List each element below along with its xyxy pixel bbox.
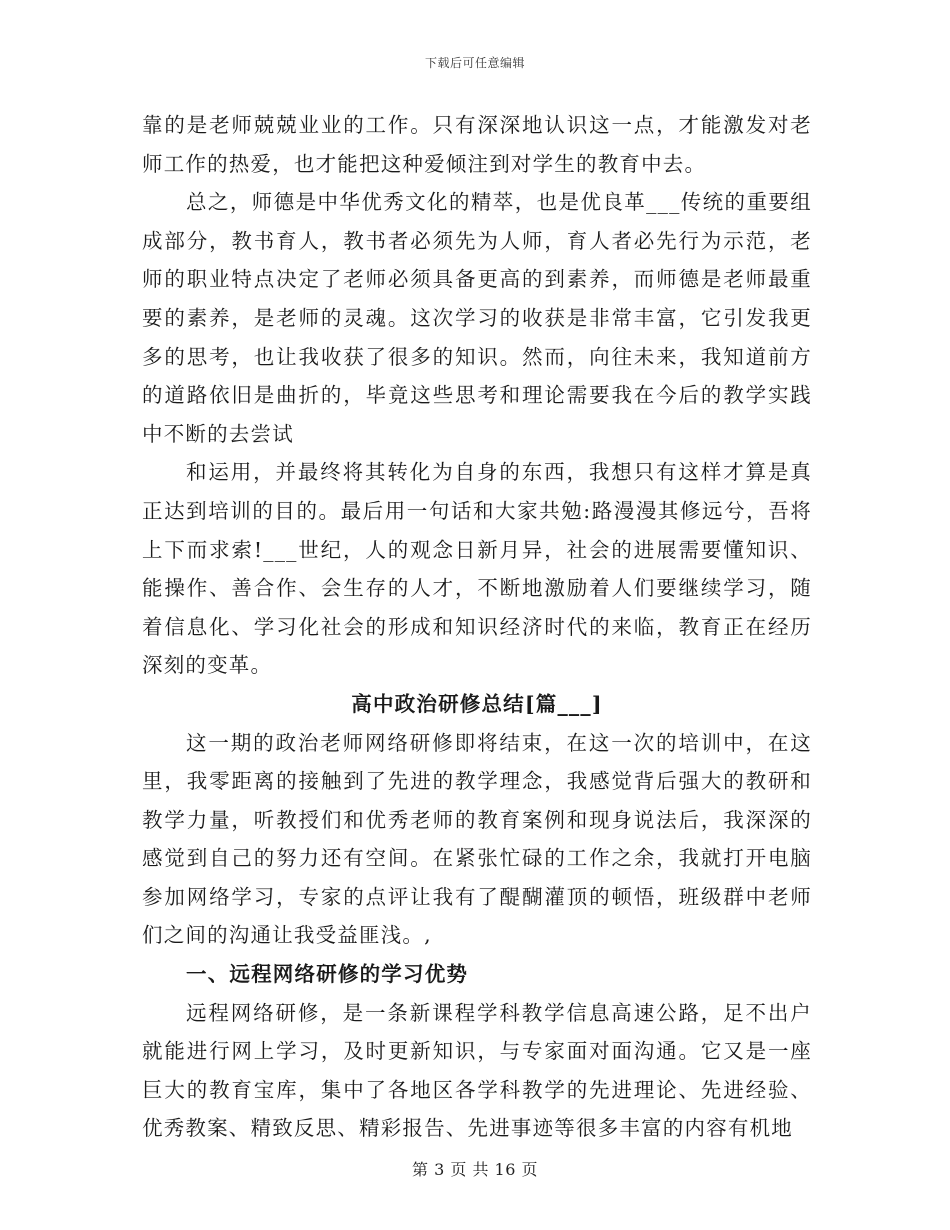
page-header: 下载后可任意编辑 xyxy=(424,56,525,70)
paragraph-1: 靠的是老师兢兢业业的工作。只有深深地认识这一点，才能激发对老师工作的热爱，也才能把这种爱倾注到对学生的教育中去。 xyxy=(142,113,812,176)
paragraph-3: 和运用，并最终将其转化为自身的东西，我想只有这样才算是真正达到培训的目的。最后用一句话和大家共勉:路漫漫其修远兮，吾将上下而求索!___世纪，人的观念日新月异，社会的进展需要懂知识、能操作、善合作、会生存的人才，不断地激励着人们要继续学习，随着信息化、学习化社会的形成和知识经济时代的来临，教育正在经历深刻的变革。 xyxy=(142,460,812,678)
page-footer: 第 3 页 共 16 页 xyxy=(412,1160,538,1179)
section-title: 高中政治研修总结[篇___] xyxy=(351,691,603,716)
document-body xyxy=(142,106,812,1148)
paragraph-2: 总之，师德是中华优秀文化的精萃，也是优良革___传统的重要组成部分，教书育人，教书者必须先为人师，育人者必先行为示范，老师的职业特点决定了老师必须具备更高的到素养，而师德是老师最重要的素养，是老师的灵魂。这次学习的收获是非常丰富，它引发我更多的思考，也让我收获了很多的知识。然而，向往未来，我知道前方的道路依旧是曲折的，毕竟这些思考和理论需要我在今后的教学实践中不断的去尝试 xyxy=(142,190,812,446)
paragraph-5: 远程网络研修，是一条新课程学科教学信息高速公路，足不出户就能进行网上学习，及时更新知识，与专家面对面沟通。它又是一座巨大的教育宝库，集中了各地区各学科教学的先进理论、先进经验、优秀教案、精致反思、精彩报告、先进事迹等很多丰富的内容有机地 xyxy=(142,1000,812,1141)
sub-heading: 一、远程网络研修的学习优势 xyxy=(186,962,469,987)
paragraph-4: 这一期的政治老师网络研修即将结束，在这一次的培训中，在这里，我零距离的接触到了先进的教学理念，我感觉背后强大的教研和教学力量，听教授们和优秀老师的教育案例和现身说法后，我深深的感觉到自己的努力还有空间。在紧张忙碌的工作之余，我就打开电脑参加网络学习，专家的点评让我有了醍醐灌顶的顿悟，班级群中老师们之间的沟通让我受益匪浅。, xyxy=(142,730,812,948)
